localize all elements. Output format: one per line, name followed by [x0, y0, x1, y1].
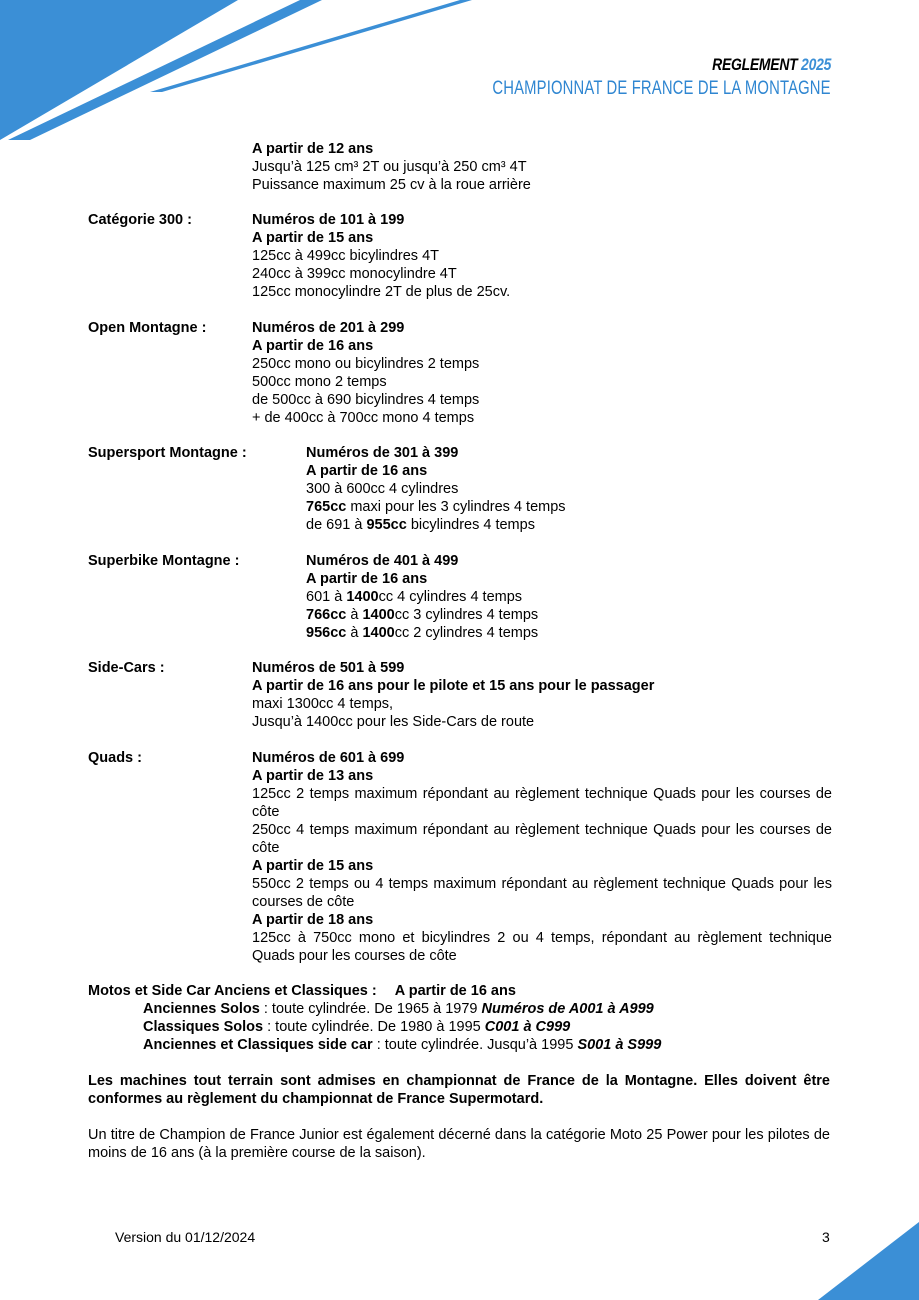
classics-age: A partir de 16 ans	[394, 983, 516, 999]
classics-row: Classiques Solos : toute cylindrée. De 1980 à 1995 C001 à C999	[143, 1019, 571, 1035]
classics-row: Anciennes Solos : toute cylindrée. De 1965 à 1979 Numéros de A001 à A999	[143, 1001, 654, 1017]
spec-line: 765cc maxi pour les 3 cylindres 4 temps	[306, 499, 566, 515]
numbers-line: Numéros de 601 à 699	[252, 750, 405, 766]
sidecars-block	[252, 659, 654, 731]
spec-line: Jusqu’à 1400cc pour les Side-Cars de route	[252, 714, 535, 730]
spec-line: 125cc à 499cc bicylindres 4T	[252, 248, 439, 264]
page-number: 3	[822, 1229, 830, 1245]
quads-block	[252, 749, 832, 965]
spec-line: 956cc à 1400cc 2 cylindres 4 temps	[306, 625, 539, 641]
intro-block	[252, 140, 531, 194]
classics-label: Motos et Side Car Anciens et Classiques :	[88, 983, 377, 999]
spec-line: 500cc mono 2 temps	[252, 374, 387, 390]
age-line: A partir de 18 ans	[252, 912, 374, 928]
document-subtitle: CHAMPIONNAT DE FRANCE DE LA MONTAGNE	[492, 78, 831, 99]
spec-line: 240cc à 399cc monocylindre 4T	[252, 266, 457, 282]
spec-line: 250cc mono ou bicylindres 2 temps	[252, 356, 480, 372]
numbers-line: Numéros de 301 à 399	[306, 445, 459, 461]
age-line: A partir de 13 ans	[252, 768, 374, 784]
numbers-line: Numéros de 401 à 499	[306, 553, 459, 569]
spec-line: 300 à 600cc 4 cylindres	[306, 481, 459, 497]
spec-paragraph: 125cc 2 temps maximum répondant au règlement technique Quads pour les courses de côte	[252, 786, 832, 820]
spec-paragraph: 550cc 2 temps ou 4 temps maximum répondant au règlement technique Quads pour les courses de côte	[252, 876, 832, 910]
footer-corner-decoration	[818, 1222, 919, 1300]
spec-line: Puissance maximum 25 cv à la roue arrière	[252, 177, 531, 193]
open-montagne-block	[252, 319, 479, 427]
numbers-line: Numéros de 101 à 199	[252, 212, 405, 228]
classics-row: Anciennes et Classiques side car : toute cylindrée. Jusqu’à 1995 S001 à S999	[143, 1037, 662, 1053]
header-stripes-decoration	[0, 0, 480, 145]
spec-paragraph: 125cc à 750cc mono et bicylindres 2 ou 4 temps, répondant au règlement technique Quads pour les courses de côte	[252, 930, 832, 964]
superbike-label: Superbike Montagne :	[88, 553, 240, 569]
spec-line: de 691 à 955cc bicylindres 4 temps	[306, 517, 535, 533]
age-line: A partir de 16 ans	[306, 571, 428, 587]
numbers-line: Numéros de 501 à 599	[252, 660, 405, 676]
category-300-label: Catégorie 300 :	[88, 212, 192, 228]
document-title	[712, 55, 831, 75]
age-line: A partir de 15 ans	[252, 858, 374, 874]
title-word: REGLEMENT	[712, 55, 798, 74]
spec-line: Jusqu’à 125 cm³ 2T ou jusqu’à 250 cm³ 4T	[252, 159, 527, 175]
supersport-label: Supersport Montagne :	[88, 445, 247, 461]
numbers-line: Numéros de 201 à 299	[252, 320, 405, 336]
quads-label: Quads :	[88, 750, 142, 766]
spec-line: 125cc monocylindre 2T de plus de 25cv.	[252, 284, 511, 300]
spec-line: + de 400cc à 700cc mono 4 temps	[252, 410, 475, 426]
footer-version: Version du 01/12/2024	[115, 1229, 256, 1245]
category-300-block	[252, 211, 510, 301]
spec-line: 601 à 1400cc 4 cylindres 4 temps	[306, 589, 523, 605]
supersport-block	[306, 444, 566, 534]
age-line: A partir de 16 ans	[306, 463, 428, 479]
junior-title-paragraph: Un titre de Champion de France Junior est également décerné dans la catégorie Moto 25 Power pour les pilotes de moins de 16 ans (à la première course de la saison).	[88, 1127, 830, 1161]
spec-paragraph: 250cc 4 temps maximum répondant au règlement technique Quads pour les courses de côte	[252, 822, 832, 856]
open-montagne-label: Open Montagne :	[88, 320, 207, 336]
age-line: A partir de 16 ans	[252, 338, 374, 354]
age-line: A partir de 16 ans pour le pilote et 15 ans pour le passager	[252, 678, 655, 694]
age-line: A partir de 15 ans	[252, 230, 374, 246]
classics-heading	[88, 982, 516, 1000]
sidecars-label: Side-Cars :	[88, 660, 165, 676]
title-year: 2025	[800, 55, 831, 74]
spec-line: maxi 1300cc 4 temps,	[252, 696, 394, 712]
superbike-block	[306, 552, 538, 642]
offroad-notice: Les machines tout terrain sont admises en championnat de France de la Montagne. Elles doivent être conformes au règlement du championnat de France Supermotard.	[88, 1073, 830, 1107]
age-line: A partir de 12 ans	[252, 141, 374, 157]
spec-line: de 500cc à 690 bicylindres 4 temps	[252, 392, 480, 408]
spec-line: 766cc à 1400cc 3 cylindres 4 temps	[306, 607, 539, 623]
